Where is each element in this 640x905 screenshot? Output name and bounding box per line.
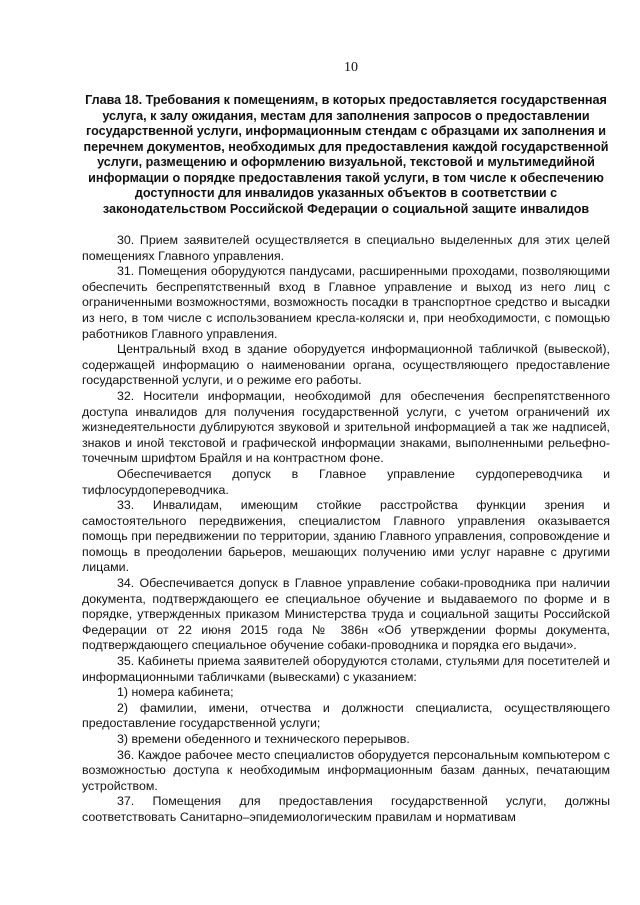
paragraph-30: 30. Прием заявителей осуществляется в специально выделенных для этих целей помещениях Главного управления. [82, 233, 610, 263]
chapter-title: Глава 18. Требования к помещениям, в которых предоставляется государственная услуга, к залу ожидания, местам для заполнения запросов о предоставлении государственной услуги, информационным стендам с образцами их заполнения и перечнем документов, необходимых для предоставления каждой государственной услуги, размещению и оформлению визуальной, текстовой и мультимедийной информации о порядке предоставления такой услуги, в том числе к обеспечению доступности для инвалидов указанных объектов в соответствии с законодательством Российской Федерации о социальной защите инвалидов [83, 93, 609, 216]
list-item-3: 3) времени обеденного и технического перерывов. [117, 732, 410, 746]
paragraph-interpreter-access: Обеспечивается допуск в Главное управление сурдопереводчика и тифлосурдопереводчика. [82, 466, 610, 497]
paragraph-31: 31. Помещения оборудуются пандусами, расширенными проходами, позволяющими обеспечить беспрепятственный вход в Главное управление и выход из него лиц с ограниченными возможностями, возможность посадки в транспортное средство и высадки из него, в том числе с использованием кресла-коляски и, при необходимости, с помощью работников Главного управления. [82, 264, 610, 341]
paragraph-36: 36. Каждое рабочее место специалистов оборудуется персональным компьютером с возможностью доступа к необходимым информационным базам данных, печатающим устройством. [82, 747, 610, 793]
paragraph-35: 35. Кабинеты приема заявителей оборудуются столами, стульями для посетителей и информационными табличками (вывесками) с указанием: [82, 654, 610, 684]
paragraph-central-entrance: Центральный вход в здание оборудуется информационной табличкой (вывеской), содержащей информацию о наименовании органа, осуществляющего предоставление государственной услуги, и о режиме его работы. [82, 342, 610, 388]
page-number: 10 [344, 60, 358, 75]
paragraph-37: 37. Помещения для предоставления государственной услуги, должны соответствовать Санитарно–эпидемиологическим правилам и нормативам [82, 794, 610, 824]
paragraph-32: 32. Носители информации, необходимой для обеспечения беспрепятственного доступа инвалидов для получения государственной услуги, с учетом ограничений их жизнедеятельности дублируются звуковой и зрительной информацией а так же надписей, знаков и иной текстовой и графической информации знаками, выполненными рельефно-точечным шрифтом Брайля и на контрастном фоне. [82, 388, 610, 466]
list-item-1: 1) номера кабинета; [117, 685, 234, 700]
paragraph-33: 33. Инвалидам, имеющим стойкие расстройства функции зрения и самостоятельного передвижения, специалистом Главного управления оказывается помощь при передвижении по территории, зданию Главного управления, сопровождение и помощь в преодолении барьеров, мешающих получению ими услуг наравне с другими лицами. [82, 498, 610, 575]
paragraph-34: 34. Обеспечивается допуск в Главное управление собаки-проводника при наличии документа, подтверждающего ее специальное обучение и выдаваемого по форме и в порядке, утвержденных приказом Министерства труда и социальной защиты Российской Федерации от 22 июня 2015 года № 386н «Об утверждении формы документа, подтверждающего специальное обучение собаки-проводника и порядка его выдачи». [82, 576, 610, 653]
list-item-2: 2) фамилии, имени, отчества и должности специалиста, осуществляющего предоставление государственной услуги; [82, 700, 610, 731]
